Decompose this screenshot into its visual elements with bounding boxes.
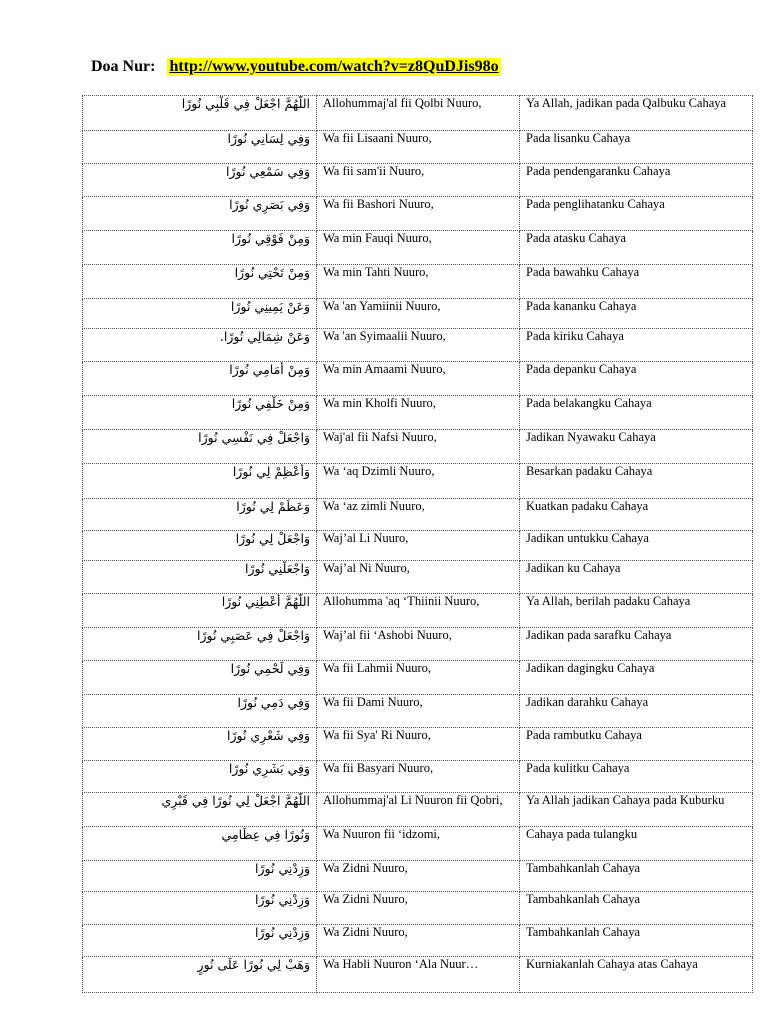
- doa-row: [83, 728, 753, 761]
- indonesian-meaning: Pada kananku Cahaya: [520, 299, 753, 329]
- indonesian-meaning: Pada penglihatanku Cahaya: [520, 197, 753, 231]
- latin-transliteration: Allohummaj'al fii Qolbi Nuuro,: [317, 96, 520, 131]
- doa-row: [83, 164, 753, 197]
- arabic-text: وَمِنْ خَلْفِي نُورًا: [83, 396, 317, 430]
- arabic-text: اللَّهُمَّ اجْعَلْ فِي قَلْبِي نُورًا: [83, 96, 317, 131]
- indonesian-meaning: Ya Allah, berilah padaku Cahaya: [520, 594, 753, 628]
- arabic-text: وَمِنْ فَوْقِي نُورًا: [83, 231, 317, 265]
- doa-row: [83, 299, 753, 329]
- latin-transliteration: Waj'al fii Nafsi Nuuro,: [317, 430, 520, 464]
- arabic-text: اللَّهُمَّ أَعْطِنِي نُورًا: [83, 594, 317, 628]
- doa-row: [83, 231, 753, 265]
- doa-row: [83, 594, 753, 628]
- latin-transliteration: Wa min Tahti Nuuro,: [317, 265, 520, 299]
- latin-transliteration: Wa 'an Yamiinii Nuuro,: [317, 299, 520, 329]
- arabic-text: وَفِي سَمْعِي نُورًا: [83, 164, 317, 197]
- latin-transliteration: Waj’al Ni Nuuro,: [317, 561, 520, 594]
- doa-row: [83, 464, 753, 499]
- doa-row: [83, 96, 753, 131]
- indonesian-meaning: Pada kiriku Cahaya: [520, 329, 753, 362]
- indonesian-meaning: Tambahkanlah Cahaya: [520, 925, 753, 957]
- arabic-text: وَفِي بَشَرِي نُورًا: [83, 761, 317, 793]
- arabic-text: وَاجْعَلْ لِي نُورًا: [83, 531, 317, 561]
- indonesian-meaning: Besarkan padaku Cahaya: [520, 464, 753, 499]
- indonesian-meaning: Jadikan Nyawaku Cahaya: [520, 430, 753, 464]
- doa-table: [82, 95, 753, 993]
- latin-transliteration: Wa Zidni Nuuro,: [317, 925, 520, 957]
- arabic-text: وَزِدْنِي نُورًا: [83, 925, 317, 957]
- latin-transliteration: Wa Zidni Nuuro,: [317, 892, 520, 925]
- indonesian-meaning: Jadikan ku Cahaya: [520, 561, 753, 594]
- arabic-text: وَمِنْ تَحْتِي نُورًا: [83, 265, 317, 299]
- latin-transliteration: Waj’al fii ‘Ashobi Nuuro,: [317, 628, 520, 661]
- latin-transliteration: Wa fii Bashori Nuuro,: [317, 197, 520, 231]
- latin-transliteration: Wa min Kholfi Nuuro,: [317, 396, 520, 430]
- latin-transliteration: Wa 'an Syimaalii Nuuro,: [317, 329, 520, 362]
- header-label: Doa Nur:: [91, 58, 156, 75]
- doa-row: [83, 892, 753, 925]
- doa-row: [83, 362, 753, 396]
- latin-transliteration: Waj’al Li Nuuro,: [317, 531, 520, 561]
- arabic-text: وَعَظِّمْ لِي نُورًا: [83, 499, 317, 531]
- doa-row: [83, 695, 753, 728]
- arabic-text: وَفِي بَصَرِي نُورًا: [83, 197, 317, 231]
- latin-transliteration: Wa ‘aq Dzimli Nuuro,: [317, 464, 520, 499]
- latin-transliteration: Wa Habli Nuuron ‘Ala Nuur…: [317, 957, 520, 993]
- arabic-text: وَفِي شَعْرِي نُورًا: [83, 728, 317, 761]
- doa-row: [83, 957, 753, 993]
- latin-transliteration: Wa fii sam'ii Nuuro,: [317, 164, 520, 197]
- indonesian-meaning: Pada pendengaranku Cahaya: [520, 164, 753, 197]
- latin-transliteration: Wa fii Lahmii Nuuro,: [317, 661, 520, 695]
- doa-row: [83, 628, 753, 661]
- latin-transliteration: Wa min Amaami Nuuro,: [317, 362, 520, 396]
- latin-transliteration: Allohummaj'al Li Nuuron fii Qobri,: [317, 793, 520, 827]
- arabic-text: وَفِي لِسَانِي نُورًا: [83, 131, 317, 164]
- doa-table-body: [83, 96, 753, 993]
- doc-header: [91, 58, 501, 76]
- arabic-text: وَأَعْظِمْ لِي نُورًا: [83, 464, 317, 499]
- doa-row: [83, 793, 753, 827]
- indonesian-meaning: Pada depanku Cahaya: [520, 362, 753, 396]
- doa-row: [83, 531, 753, 561]
- indonesian-meaning: Ya Allah, jadikan pada Qalbuku Cahaya: [520, 96, 753, 131]
- latin-transliteration: Wa Nuuron fii ‘idzomi,: [317, 827, 520, 861]
- latin-transliteration: Wa fii Basyari Nuuro,: [317, 761, 520, 793]
- latin-transliteration: Wa fii Lisaani Nuuro,: [317, 131, 520, 164]
- arabic-text: وَاجْعَلْنِي نُورًا: [83, 561, 317, 594]
- doa-row: [83, 661, 753, 695]
- doa-row: [83, 499, 753, 531]
- doa-row: [83, 861, 753, 892]
- doa-row: [83, 561, 753, 594]
- latin-transliteration: Wa fii Sya' Ri Nuuro,: [317, 728, 520, 761]
- indonesian-meaning: Pada belakangku Cahaya: [520, 396, 753, 430]
- indonesian-meaning: Kuatkan padaku Cahaya: [520, 499, 753, 531]
- indonesian-meaning: Jadikan darahku Cahaya: [520, 695, 753, 728]
- arabic-text: وَزِدْنِي نُورًا: [83, 861, 317, 892]
- doa-row: [83, 761, 753, 793]
- latin-transliteration: Wa min Fauqi Nuuro,: [317, 231, 520, 265]
- indonesian-meaning: Jadikan untukku Cahaya: [520, 531, 753, 561]
- latin-transliteration: Wa Zidni Nuuro,: [317, 861, 520, 892]
- arabic-text: اللَّهُمَّ اجْعَلْ لِي نُورًا فِي قَبْرِي: [83, 793, 317, 827]
- arabic-text: وَاجْعَلْ فِي عَصَبِي نُورًا: [83, 628, 317, 661]
- indonesian-meaning: Kurniakanlah Cahaya atas Cahaya: [520, 957, 753, 993]
- indonesian-meaning: Ya Allah jadikan Cahaya pada Kuburku: [520, 793, 753, 827]
- doa-row: [83, 430, 753, 464]
- latin-transliteration: Wa ‘az zimli Nuuro,: [317, 499, 520, 531]
- indonesian-meaning: Jadikan pada sarafku Cahaya: [520, 628, 753, 661]
- arabic-text: وَهَبْ لِي نُورًا عَلَى نُورٍ: [83, 957, 317, 993]
- indonesian-meaning: Jadikan dagingku Cahaya: [520, 661, 753, 695]
- doa-row: [83, 197, 753, 231]
- indonesian-meaning: Pada kulitku Cahaya: [520, 761, 753, 793]
- indonesian-meaning: Cahaya pada tulangku: [520, 827, 753, 861]
- doa-row: [83, 131, 753, 164]
- indonesian-meaning: Pada bawahku Cahaya: [520, 265, 753, 299]
- latin-transliteration: Allohumma 'aq ‘Thiinii Nuuro,: [317, 594, 520, 628]
- indonesian-meaning: Tambahkanlah Cahaya: [520, 861, 753, 892]
- doa-row: [83, 265, 753, 299]
- latin-transliteration: Wa fii Dami Nuuro,: [317, 695, 520, 728]
- arabic-text: وَعَنْ شِمَالِي نُورًا.: [83, 329, 317, 362]
- doa-row: [83, 396, 753, 430]
- indonesian-meaning: Pada rambutku Cahaya: [520, 728, 753, 761]
- indonesian-meaning: Pada lisanku Cahaya: [520, 131, 753, 164]
- doa-row: [83, 329, 753, 362]
- doa-row: [83, 925, 753, 957]
- arabic-text: وَمِنْ أَمَامِي نُورًا: [83, 362, 317, 396]
- indonesian-meaning: Tambahkanlah Cahaya: [520, 892, 753, 925]
- arabic-text: وَفِي دَمِي نُورًا: [83, 695, 317, 728]
- arabic-text: وَزِدْنِي نُورًا: [83, 892, 317, 925]
- arabic-text: وَاجْعَلْ فِي نَفْسِي نُورًا: [83, 430, 317, 464]
- arabic-text: وَنُورًا فِي عِظَامِي: [83, 827, 317, 861]
- indonesian-meaning: Pada atasku Cahaya: [520, 231, 753, 265]
- doa-row: [83, 827, 753, 861]
- arabic-text: وَعَنْ يَمِينِي نُورًا: [83, 299, 317, 329]
- youtube-link[interactable]: http://www.youtube.com/watch?v=z8QuDJis98o: [169, 58, 499, 75]
- arabic-text: وَفِي لَحْمِي نُورًا: [83, 661, 317, 695]
